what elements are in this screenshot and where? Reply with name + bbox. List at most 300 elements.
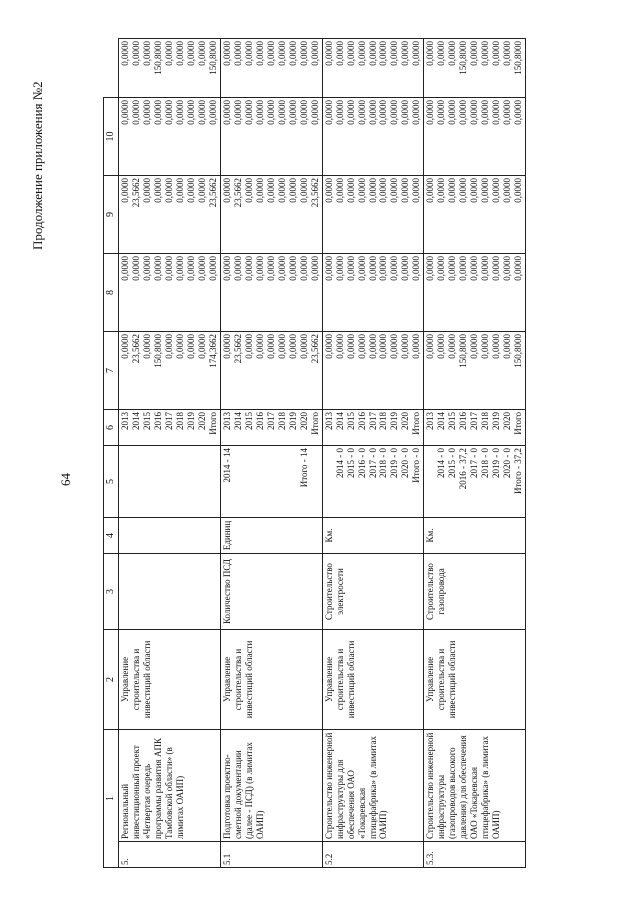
row-col7-line: 0,0000: [367, 256, 378, 281]
row-total-funding-line: 0,0000: [175, 334, 186, 359]
row-planned-values-line: [425, 448, 436, 515]
row-col9-line: 0,0000: [243, 100, 254, 125]
row-total-funding-line: 0,0000: [142, 334, 153, 359]
row-col7-line: 0,0000: [513, 256, 524, 281]
row-col9-line: 0,0000: [196, 100, 207, 125]
page-number: 64: [58, 473, 73, 486]
row-indicator: [119, 554, 221, 630]
row-executor: Управление строительства и инвестиций области: [220, 630, 322, 730]
row-total-funding-line: 0,0000: [469, 334, 480, 359]
row-col10-line: 0,0000: [447, 41, 458, 66]
row-col7-line: 0,0000: [345, 256, 356, 281]
row-planned-values-line: 2016 - 37,2: [458, 448, 469, 490]
row-total-funding-line: 0,0000: [491, 334, 502, 359]
row-years-line: Итого: [207, 412, 218, 435]
row-col9-line: 0,0000: [491, 100, 502, 125]
row-col9-line: 0,0000: [513, 100, 524, 125]
row-col9-line: 0,0000: [389, 100, 400, 125]
row-total-funding-line: 0,0000: [425, 334, 436, 359]
row-col7-line: 0,0000: [186, 256, 196, 281]
row-col9: [322, 98, 424, 176]
row-unit: Км.: [322, 518, 424, 554]
row-col10-line: 0,0000: [175, 41, 186, 66]
row-col7-line: 0,0000: [425, 256, 436, 281]
row-total-funding-line: 23,5662: [232, 334, 243, 364]
row-col8-line: 0,0000: [436, 178, 447, 203]
row-col10-line: 0,0000: [425, 41, 436, 66]
row-col8-line: 0,0000: [334, 178, 345, 203]
row-col10-line: 0,0000: [287, 41, 298, 66]
row-total-funding-line: 0,0000: [411, 334, 422, 359]
row-col10-line: 0,0000: [232, 41, 243, 66]
row-years-line: 2017: [164, 412, 175, 430]
row-years-line: 2019: [389, 412, 400, 430]
row-col10-line: 0,0000: [298, 41, 309, 66]
row-col9-line: 0,0000: [502, 100, 513, 125]
row-years: [424, 410, 526, 446]
row-planned-values-line: [255, 448, 266, 515]
row-col8-line: 0,0000: [367, 178, 378, 203]
row-planned-values-line: 2017 - 0: [469, 448, 480, 478]
row-col10-line: 0,0000: [164, 41, 175, 66]
row-number: 5.3.: [424, 842, 526, 868]
row-planned-values-line: 2018 - 0: [480, 448, 491, 478]
program-table: [103, 38, 526, 868]
row-years-line: 2017: [265, 412, 276, 430]
row-col7: [119, 254, 221, 332]
row-years-line: 2016: [356, 412, 367, 430]
table-row: [424, 39, 526, 868]
row-planned-values-line: [266, 448, 277, 515]
row-col10-line: 0,0000: [323, 41, 334, 66]
row-col7-line: 0,0000: [323, 256, 334, 281]
row-total-funding-line: 0,0000: [186, 334, 196, 359]
row-col8-line: 0,0000: [323, 178, 334, 203]
row-total-funding: [119, 332, 221, 410]
row-col9-line: 0,0000: [458, 100, 469, 125]
row-name: Подготовка проектно-сметной документации (далее - ПСД) (в лимитах ОАИП): [220, 730, 322, 842]
row-col9-line: 0,0000: [436, 100, 447, 125]
row-col7-line: 0,0000: [153, 256, 164, 281]
row-col10-line: 0,0000: [367, 41, 378, 66]
row-years-line: 2018: [175, 412, 186, 430]
row-col10-line: 0,0000: [142, 41, 153, 66]
row-col7-line: 0,0000: [502, 256, 513, 281]
row-col9-line: 0,0000: [186, 100, 196, 125]
row-col9-line: 0,0000: [447, 100, 458, 125]
row-col10-line: 0,0000: [436, 41, 447, 66]
row-col9-line: 0,0000: [142, 100, 153, 125]
row-col7: [424, 254, 526, 332]
row-col7-line: 0,0000: [389, 256, 400, 281]
row-col9-line: 0,0000: [207, 100, 218, 125]
row-planned-values-line: 2020 - 0: [400, 448, 411, 478]
row-total-funding-line: 0,0000: [480, 334, 491, 359]
row-col7-line: 0,0000: [276, 256, 287, 281]
row-col10-line: 0,0000: [411, 41, 422, 66]
row-total-funding-line: 0,0000: [243, 334, 254, 359]
row-col8-line: 0,0000: [447, 178, 458, 203]
row-col9-line: 0,0000: [254, 100, 265, 125]
row-col7-line: 0,0000: [265, 256, 276, 281]
row-col8: [424, 176, 526, 254]
row-col7: [322, 254, 424, 332]
row-years-line: 2015: [447, 412, 458, 430]
row-col9-line: 0,0000: [356, 100, 367, 125]
row-years-line: 2014: [232, 412, 243, 430]
row-total-funding-line: 0,0000: [120, 334, 131, 359]
col-header-2: 2: [104, 630, 119, 730]
row-col10-line: 150,8000: [153, 41, 164, 75]
row-col10-line: 0,0000: [265, 41, 276, 66]
row-col10-line: 150,8000: [207, 41, 218, 75]
row-years-line: 2013: [425, 412, 436, 430]
row-col10-line: 0,0000: [221, 41, 232, 66]
row-col8-line: 0,0000: [411, 178, 422, 203]
row-planned-values-line: 2019 - 0: [389, 448, 400, 478]
row-col8-line: 0,0000: [389, 178, 400, 203]
row-planned-values: [424, 446, 526, 518]
row-total-funding-line: 0,0000: [196, 334, 207, 359]
row-col7-line: 0,0000: [436, 256, 447, 281]
row-planned-values-line: Итого - 37,2: [513, 448, 524, 495]
row-col7-line: 0,0000: [131, 256, 142, 281]
row-col7-line: 0,0000: [254, 256, 265, 281]
row-number: 5.: [119, 842, 221, 868]
row-total-funding-line: 0,0000: [436, 334, 447, 359]
row-col8-line: 0,0000: [491, 178, 502, 203]
row-total-funding-line: 0,0000: [323, 334, 334, 359]
row-years: [119, 410, 221, 446]
row-col10-line: 0,0000: [502, 41, 513, 66]
row-col9-line: 0,0000: [131, 100, 142, 125]
row-total-funding-line: 0,0000: [276, 334, 287, 359]
row-col9-line: 0,0000: [378, 100, 389, 125]
row-planned-values-line: 2020 - 0: [502, 448, 513, 478]
row-col7-line: 0,0000: [378, 256, 389, 281]
row-col10-line: 0,0000: [309, 41, 320, 66]
row-years-line: 2017: [367, 412, 378, 430]
row-years-line: 2015: [243, 412, 254, 430]
row-col10: [119, 39, 221, 98]
row-col8-line: 23,5662: [232, 178, 243, 208]
row-col7-line: 0,0000: [287, 256, 298, 281]
row-total-funding-line: 0,0000: [334, 334, 345, 359]
row-col8-line: 0,0000: [265, 178, 276, 203]
row-col9-line: 0,0000: [345, 100, 356, 125]
col-header-7: 7: [104, 332, 119, 410]
row-col10-line: 0,0000: [356, 41, 367, 66]
row-col9-line: 0,0000: [221, 100, 232, 125]
row-planned-values-line: [324, 448, 335, 515]
row-col8-line: 0,0000: [186, 178, 196, 203]
row-col8-line: 0,0000: [287, 178, 298, 203]
row-col9-line: 0,0000: [425, 100, 436, 125]
row-planned-values-line: [244, 448, 255, 515]
row-col7-line: 0,0000: [491, 256, 502, 281]
row-number: 5.1: [220, 842, 322, 868]
row-col10: [322, 39, 424, 98]
row-col9-line: 0,0000: [287, 100, 298, 125]
row-col8-line: 23,5662: [131, 178, 142, 208]
row-col8-line: 0,0000: [196, 178, 207, 203]
col-header-9: 9: [104, 176, 119, 254]
row-total-funding-line: 0,0000: [367, 334, 378, 359]
row-total-funding-line: 0,0000: [447, 334, 458, 359]
row-total-funding-line: 0,0000: [378, 334, 389, 359]
row-planned-values-line: Итого - 0: [411, 448, 422, 483]
row-total-funding-line: 0,0000: [400, 334, 411, 359]
row-unit: Единиц: [220, 518, 322, 554]
row-total-funding: [322, 332, 424, 410]
row-total-funding: [424, 332, 526, 410]
row-col8-line: 0,0000: [345, 178, 356, 203]
row-years-line: 2014: [436, 412, 447, 430]
row-col9: [424, 98, 526, 176]
row-col10: [220, 39, 322, 98]
row-executor: Управление строительства и инвестиций области: [424, 630, 526, 730]
row-planned-values: [119, 446, 221, 518]
row-col10-line: 0,0000: [334, 41, 345, 66]
row-col10-line: 0,0000: [186, 41, 196, 66]
row-col9-line: 0,0000: [411, 100, 422, 125]
row-total-funding-line: 0,0000: [265, 334, 276, 359]
table-body: [119, 39, 526, 868]
row-number: 5.2: [322, 842, 424, 868]
row-years-line: 2020: [502, 412, 513, 430]
col-header-1: 1: [104, 730, 119, 868]
row-col9-line: 0,0000: [480, 100, 491, 125]
row-col8-line: 0,0000: [175, 178, 186, 203]
row-years-line: 2013: [221, 412, 232, 430]
header-row: [104, 39, 119, 868]
row-col9-line: 0,0000: [153, 100, 164, 125]
row-col7-line: 0,0000: [142, 256, 153, 281]
row-col8-line: 0,0000: [153, 178, 164, 203]
col-header-5: 5: [104, 446, 119, 518]
row-years-line: Итого: [411, 412, 422, 435]
row-col7-line: 0,0000: [120, 256, 131, 281]
row-col10-line: 0,0000: [131, 41, 142, 66]
row-col7-line: 0,0000: [207, 256, 218, 281]
row-col9-line: 0,0000: [120, 100, 131, 125]
row-years-line: 2020: [400, 412, 411, 430]
col-header-4: 4: [104, 518, 119, 554]
row-col8-line: 0,0000: [120, 178, 131, 203]
row-planned-values: [220, 446, 322, 518]
row-col10: [424, 39, 526, 98]
row-col10-line: 0,0000: [243, 41, 254, 66]
row-planned-values-line: [288, 448, 299, 515]
row-col7-line: 0,0000: [309, 256, 320, 281]
row-years-line: 2020: [298, 412, 309, 430]
row-col8-line: 23,5662: [309, 178, 320, 208]
row-years-line: 2019: [287, 412, 298, 430]
row-col9-line: 0,0000: [298, 100, 309, 125]
row-col7-line: 0,0000: [400, 256, 411, 281]
row-total-funding-line: 0,0000: [221, 334, 232, 359]
row-col9: [119, 98, 221, 176]
row-col8-line: 0,0000: [480, 178, 491, 203]
row-planned-values-line: Итого - 14: [298, 448, 309, 488]
row-col9-line: 0,0000: [276, 100, 287, 125]
row-years-line: 2016: [153, 412, 164, 430]
row-total-funding-line: 0,0000: [356, 334, 367, 359]
row-years-line: 2013: [120, 412, 131, 430]
row-total-funding-line: 0,0000: [502, 334, 513, 359]
row-col7-line: 0,0000: [334, 256, 345, 281]
row-planned-values-line: 2017 - 0: [367, 448, 378, 478]
row-executor: Управление строительства и инвестиций области: [322, 630, 424, 730]
row-years-line: Итого: [309, 412, 320, 435]
row-years-line: 2018: [378, 412, 389, 430]
row-total-funding-line: 0,0000: [345, 334, 356, 359]
row-col8-line: 0,0000: [164, 178, 175, 203]
row-col10-line: 0,0000: [378, 41, 389, 66]
rotated-table-container: [103, 38, 603, 868]
row-col7: [220, 254, 322, 332]
row-col7-line: 0,0000: [175, 256, 186, 281]
row-col10-line: 150,8000: [458, 41, 469, 75]
row-unit: Км.: [424, 518, 526, 554]
row-total-funding: [220, 332, 322, 410]
row-indicator: Строительство газопровода: [424, 554, 526, 630]
row-indicator: Строительство электросети: [322, 554, 424, 630]
row-col10-line: 0,0000: [345, 41, 356, 66]
row-col10-line: 0,0000: [196, 41, 207, 66]
row-years-line: Итого: [513, 412, 524, 435]
row-name: Региональный инвестиционный проект «Четвертая очередь программы развития АПК Тамбовской области» (в лимитах ОАИП): [119, 730, 221, 842]
row-col8-line: 0,0000: [356, 178, 367, 203]
row-col7-line: 0,0000: [298, 256, 309, 281]
row-years-line: 2020: [196, 412, 207, 430]
row-total-funding-line: 23,5662: [131, 334, 142, 364]
row-col8-line: 0,0000: [513, 178, 524, 203]
row-col8-line: 0,0000: [254, 178, 265, 203]
row-col8-line: 23,5662: [207, 178, 218, 208]
row-col8-line: 0,0000: [378, 178, 389, 203]
row-col9-line: 0,0000: [232, 100, 243, 125]
row-years-line: 2018: [480, 412, 491, 430]
row-years-line: 2016: [254, 412, 265, 430]
row-col10-line: 0,0000: [491, 41, 502, 66]
row-col9-line: 0,0000: [265, 100, 276, 125]
row-planned-values-line: 2015 - 0: [345, 448, 356, 478]
row-planned-values-line: [233, 448, 244, 515]
row-col8-line: 0,0000: [221, 178, 232, 203]
row-col10-line: 0,0000: [254, 41, 265, 66]
row-col10-line: 0,0000: [276, 41, 287, 66]
row-unit: [119, 518, 221, 554]
row-col8-line: 0,0000: [142, 178, 153, 203]
table-row: [119, 39, 221, 868]
row-col9-line: 0,0000: [175, 100, 186, 125]
row-planned-values-line: 2014 - 0: [334, 448, 345, 478]
row-total-funding-line: 23,5662: [309, 334, 320, 364]
row-col8-line: 0,0000: [425, 178, 436, 203]
row-total-funding-line: 150,8000: [513, 334, 524, 368]
row-years-line: 2017: [469, 412, 480, 430]
row-col8-line: 0,0000: [243, 178, 254, 203]
row-planned-values-line: 2016 - 0: [356, 448, 367, 478]
row-col8-line: 0,0000: [469, 178, 480, 203]
row-col8-line: 0,0000: [298, 178, 309, 203]
row-total-funding-line: 0,0000: [389, 334, 400, 359]
row-col9-line: 0,0000: [164, 100, 175, 125]
row-planned-values: [322, 446, 424, 518]
row-total-funding-line: 0,0000: [298, 334, 309, 359]
row-years-line: 2014: [131, 412, 142, 430]
row-total-funding-line: 0,0000: [254, 334, 265, 359]
row-col9-line: 0,0000: [367, 100, 378, 125]
row-planned-values-line: 2014 - 14: [221, 448, 232, 483]
row-indicator: Количество ПСД: [220, 554, 322, 630]
row-col8-line: 0,0000: [458, 178, 469, 203]
row-planned-values-line: 2019 - 0: [491, 448, 502, 478]
row-col10-line: 0,0000: [400, 41, 411, 66]
row-col8-line: 0,0000: [502, 178, 513, 203]
row-years-line: 2019: [491, 412, 502, 430]
row-col10-line: 0,0000: [120, 41, 131, 66]
row-col9-line: 0,0000: [309, 100, 320, 125]
row-name: Строительство инженерной инфраструктуры для обеспечения ОАО «Токаревская птицефабрика» (в лимитах ОАИП): [322, 730, 424, 842]
row-years-line: 2014: [334, 412, 345, 430]
appendix-note: Продолжение приложения №2: [30, 81, 45, 250]
row-planned-values-line: 2018 - 0: [378, 448, 389, 478]
row-col8: [119, 176, 221, 254]
row-years-line: 2016: [458, 412, 469, 430]
col-header-8: 8: [104, 254, 119, 332]
row-years-line: 2015: [142, 412, 153, 430]
row-col7-line: 0,0000: [243, 256, 254, 281]
row-col8-line: 0,0000: [400, 178, 411, 203]
row-col8: [322, 176, 424, 254]
row-planned-values-line: 2015 - 0: [447, 448, 458, 478]
row-col7-line: 0,0000: [447, 256, 458, 281]
row-col10-line: 0,0000: [480, 41, 491, 66]
col-header-3: 3: [104, 554, 119, 630]
table-row: [322, 39, 424, 868]
row-col7-line: 0,0000: [221, 256, 232, 281]
row-col9: [220, 98, 322, 176]
row-total-funding-line: 150,8000: [458, 334, 469, 368]
row-col7-line: 0,0000: [196, 256, 207, 281]
row-col7-line: 0,0000: [458, 256, 469, 281]
row-planned-values-line: 2014 - 0: [436, 448, 447, 478]
row-col9-line: 0,0000: [469, 100, 480, 125]
row-total-funding-line: 0,0000: [287, 334, 298, 359]
col-header-6: 6: [104, 410, 119, 446]
row-col10-line: 0,0000: [469, 41, 480, 66]
row-years-line: 2015: [345, 412, 356, 430]
row-col7-line: 0,0000: [411, 256, 422, 281]
row-col8: [220, 176, 322, 254]
row-years-line: 2013: [323, 412, 334, 430]
row-total-funding-line: 0,0000: [164, 334, 175, 359]
row-col9-line: 0,0000: [334, 100, 345, 125]
row-col7-line: 0,0000: [480, 256, 491, 281]
row-col9-line: 0,0000: [400, 100, 411, 125]
row-name: Строительство инженерной инфраструктуры (газопроводов высокого давления) для обеспечения ОАО «Токаревская птицефабрика» (в лимитах ОАИП): [424, 730, 526, 842]
row-total-funding-line: 174,3662: [207, 334, 218, 368]
row-years-line: 2018: [276, 412, 287, 430]
row-col8-line: 0,0000: [276, 178, 287, 203]
row-col7-line: 0,0000: [164, 256, 175, 281]
row-years: [322, 410, 424, 446]
row-planned-values-line: [277, 448, 288, 515]
table-row: [220, 39, 322, 868]
row-col9-line: 0,0000: [323, 100, 334, 125]
